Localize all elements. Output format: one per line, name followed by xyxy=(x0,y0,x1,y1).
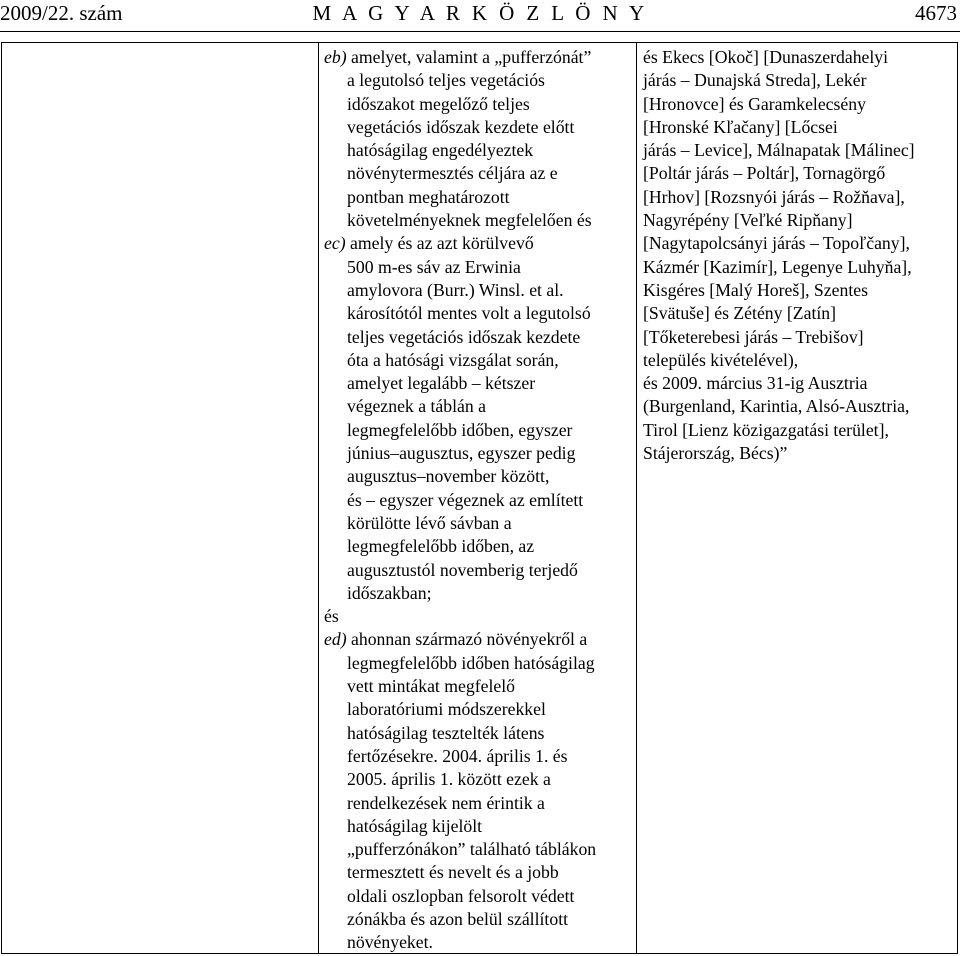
text-line: ahonnan származó növényekről a xyxy=(351,629,588,650)
header-rule xyxy=(0,31,960,32)
text-line: járás – Dunajská Streda], Lekér xyxy=(643,70,867,91)
text-line: károsítótól mentes volt a legutolsó xyxy=(347,303,591,324)
text-line: laboratóriumi módszerekkel xyxy=(347,699,546,720)
item-ec xyxy=(324,232,634,605)
column-divider xyxy=(636,43,637,953)
text-line: [Hronovce] és Garamkelecsény xyxy=(643,93,866,114)
text-line: időszakban; xyxy=(347,582,432,603)
text-line: vegetációs időszak kezdete előtt xyxy=(347,116,575,137)
text-line: augusztustól novemberig terjedő xyxy=(347,559,578,580)
text-line: június–augusztus, egyszer pedig xyxy=(347,443,576,464)
item-eb xyxy=(324,46,634,232)
text-line: [Svätuše] és Zétény [Zatín] xyxy=(643,303,837,324)
page-header xyxy=(0,0,960,34)
page-number: 4673 xyxy=(915,1,957,25)
text-line: vett mintákat megfelelő xyxy=(347,676,515,697)
text-line: amylovora (Burr.) Winsl. et al. xyxy=(347,279,564,300)
journal-title: M A G Y A R K Ö Z L Ö N Y xyxy=(312,1,648,25)
text-line: zónákba és azon belül szállított xyxy=(347,908,569,929)
text-line: teljes vegetációs időszak kezdete xyxy=(347,326,581,347)
item-label: eb) xyxy=(324,47,347,67)
text-line: növényeket. xyxy=(347,932,433,953)
text-line: körülötte lévő sávban a xyxy=(347,512,512,533)
text-line: [Hrhov] [Rozsnyói járás – Rožňava], xyxy=(643,186,905,207)
column-divider xyxy=(318,43,319,953)
text-line: Kázmér [Kazimír], Legenye Luhyňa], xyxy=(643,256,912,277)
text-line: fertőzésekre. 2004. április 1. és xyxy=(347,745,568,766)
text-line: 500 m-es sáv az Erwinia xyxy=(347,256,521,277)
text-line: „pufferzónákon” található táblákon xyxy=(347,839,597,860)
text-line: amelyet legalább – kétszer xyxy=(347,373,536,394)
text-line: végeznek a táblán a xyxy=(347,396,486,417)
text-line: és Ekecs [Okoč] [Dunaszerdahelyi xyxy=(643,47,889,67)
text-line: követelményeknek megfelelően és xyxy=(347,210,592,231)
text-line: óta a hatósági vizsgálat során, xyxy=(347,349,559,370)
text-line: legmegfelelőbb időben hatóságilag xyxy=(347,652,595,673)
text-line: amely és az azt körülvevő xyxy=(350,233,534,254)
text-line: legmegfelelőbb időben, az xyxy=(347,536,535,557)
item-label: ec) xyxy=(324,233,346,254)
right-column xyxy=(643,46,957,465)
text-line: legmegfelelőbb időben, egyszer xyxy=(347,419,573,440)
text-line: amelyet, valamint a „pufferzónát” xyxy=(351,47,592,67)
text-line: pontban meghatározott xyxy=(347,186,510,207)
text-line: [Poltár járás – Poltár], Tornagörgő xyxy=(643,163,886,184)
text-line: időszakot megelőző teljes xyxy=(347,93,530,114)
text-line: Stájerország, Bécs)” xyxy=(643,443,788,464)
item-ed xyxy=(324,628,634,954)
text-line: [Tőketerebesi járás – Trebišov] xyxy=(643,326,864,347)
text-line: és – egyszer végeznek az említett xyxy=(347,489,584,510)
text-line: hatóságilag kijelölt xyxy=(347,815,483,836)
text-line: növénytermesztés céljára az e xyxy=(347,163,558,184)
text-line: a legutolsó teljes vegetációs xyxy=(347,70,545,91)
issue-number: 2009/22. szám xyxy=(0,1,123,25)
text-line: járás – Levice], Málnapatak [Málinec] xyxy=(643,140,915,161)
text-line: [Hronské Kľačany] [Lőcsei xyxy=(643,116,838,137)
text-line: 2005. április 1. között ezek a xyxy=(347,769,551,790)
middle-column xyxy=(324,46,634,955)
text-line: augusztus–november között, xyxy=(347,466,550,487)
text-line: Nagyrépény [Veľké Ripňany] xyxy=(643,210,853,231)
text-line: és 2009. március 31-ig Ausztria xyxy=(643,373,868,394)
text-line: rendelkezések nem érintik a xyxy=(347,792,545,813)
regulation-table xyxy=(1,42,958,954)
text-line: [Nagytapolcsányi járás – Topoľčany], xyxy=(643,233,910,254)
text-line: hatóságilag engedélyeztek xyxy=(347,140,534,161)
text-line: település kivételével), xyxy=(643,349,799,370)
text-line: Tirol [Lienz közigazgatási terület], xyxy=(643,419,889,440)
text-line: hatóságilag tesztelték látens xyxy=(347,722,545,743)
text-line: Kisgéres [Malý Horeš], Szentes xyxy=(643,279,868,300)
text-line: termesztett és nevelt és a jobb xyxy=(347,862,559,883)
text-line: oldali oszlopban felsorolt védett xyxy=(347,885,575,906)
conjunction: és xyxy=(324,606,339,627)
item-label: ed) xyxy=(324,629,347,650)
text-line: (Burgenland, Karintia, Alsó-Ausztria, xyxy=(643,396,910,417)
